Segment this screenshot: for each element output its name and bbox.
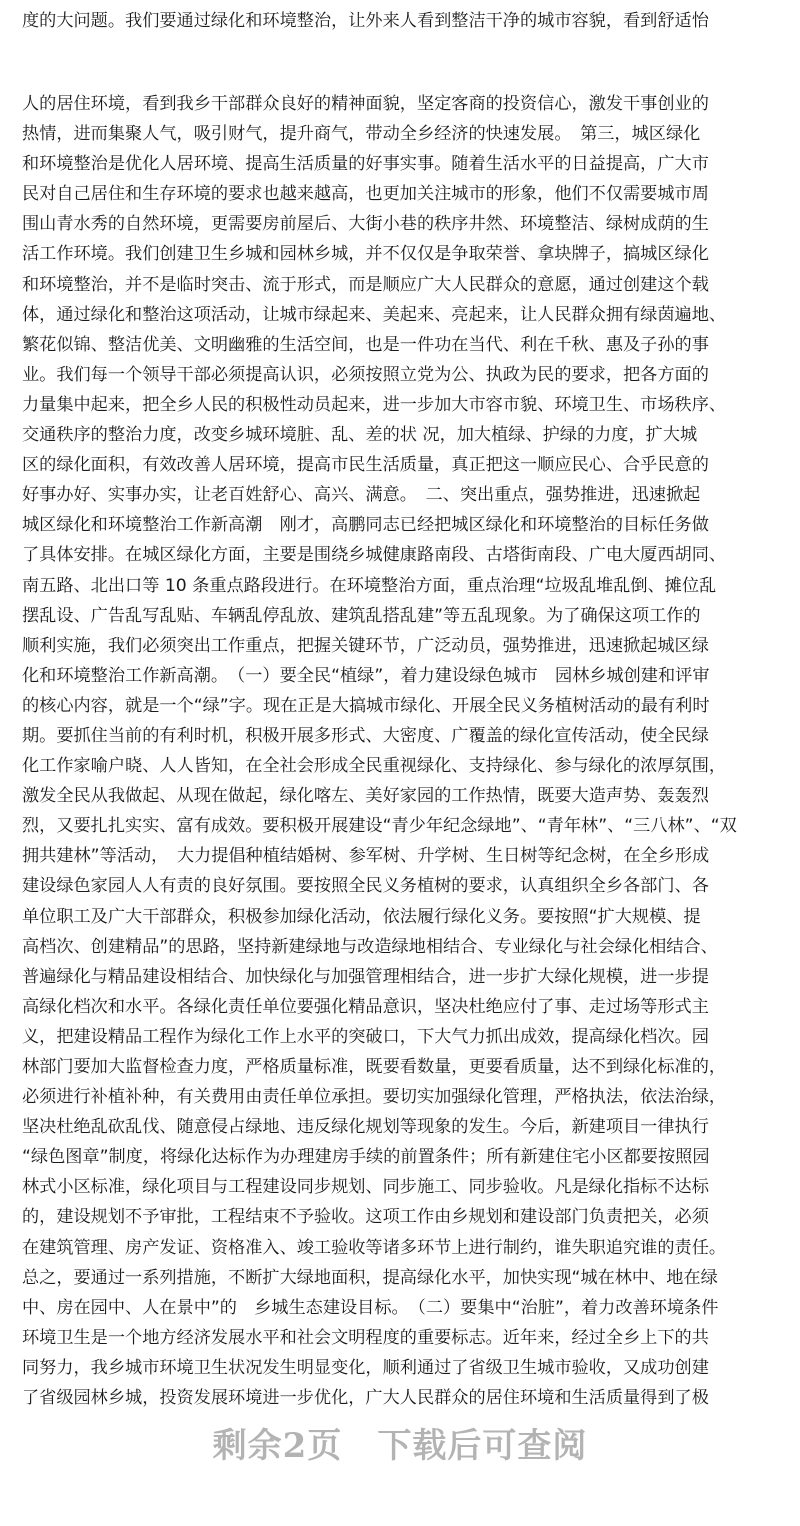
text-line: 在建筑管理、房产发证、资格准入、竣工验收等诸多环节上进行制约，谁失职追究谁的责任。 (22, 1237, 727, 1258)
text-line: 南五路、北出口等 10 条重点路段进行。在环境整治方面，重点治理“垃圾乱堆乱倒、摊位乱 (22, 575, 717, 596)
text-line: 围山青水秀的自然环境，更需要房前屋后、大街小巷的秩序井然、环境整洁、绿树成荫的生 (22, 214, 709, 235)
text-line: 单位职工及广大干部群众，积极参加绿化活动，依法履行绿化义务。要按照“扩大规模、提 (22, 906, 701, 927)
text-line: 城区绿化和环境整治工作新高潮 刚才，高鹏同志已经把城区绿化和环境整治的目标任务做 (22, 515, 709, 536)
text-line: 必须进行补植补种，有关费用由责任单位承担。要切实加强绿化管理，严格执法，依法治绿， (22, 1087, 727, 1108)
text-line: 总之，要通过一系列措施，不断扩大绿地面积，提高绿化水平，加快实现“城在林中、地在绿 (22, 1267, 718, 1288)
text-line: 民对自己居住和生存环境的要求也越来越高，也更加关注城市的形象，他们不仅需要城市周 (22, 184, 709, 205)
text-line: 环境卫生是一个地方经济发展水平和社会文明程度的重要标志。近年来，经过全乡上下的共 (22, 1327, 709, 1348)
text-line: 和环境整治是优化人居环境、提高生活质量的好事实事。随着生活水平的日益提高，广大市 (22, 154, 709, 175)
text-line: 激发全民从我做起、从现在做起，绿化喀左、美好家园的工作热情，既要大造声势、轰轰烈 (22, 786, 709, 807)
text-line: 林式小区标准，绿化项目与工程建设同步规划、同步施工、同步验收。凡是绿化指标不达标 (22, 1177, 709, 1198)
text-line: 的核心内容，就是一个“绿”字。现在正是大搞城市绿化、开展全民义务植树活动的最有利时 (22, 695, 710, 716)
text-line: 义，把建设精品工程作为绿化工作上水平的突破口，下大气力抓出成效，提高绿化档次。园 (22, 1026, 709, 1047)
text-line: 期。要抓住当前的有利时机，积极开展多形式、大密度、广覆盖的绿化宣传活动，使全民绿 (22, 725, 709, 746)
text-line: 和环境整治，并不是临时突击、流于形式，而是顺应广大人民群众的意愿，通过创建这个载 (22, 274, 709, 295)
document-top-text (0, 0, 800, 70)
text-line: 摆乱设、广告乱写乱贴、车辆乱停乱放、建筑乱搭乱建”等五乱现象。为了确保这项工作的 (22, 605, 701, 626)
text-line: 高绿化档次和水平。各绿化责任单位要强化精品意识，坚决杜绝应付了事、走过场等形式主 (22, 996, 709, 1017)
text-line: 坚决杜绝乱砍乱伐、随意侵占绿地、违反绿化规划等现象的发生。今后，新建项目一律执行 (22, 1117, 709, 1138)
text-line: 普遍绿化与精品建设相结合、加快绿化与加强管理相结合，进一步扩大绿化规模，进一步提 (22, 966, 709, 987)
text-line: 化和环境整治工作新高潮。 （一）要全民“植绿”，着力建设绿色城市 园林乡城创建和评审 (22, 665, 710, 686)
text-line: 化工作家喻户晓、人人皆知，在全社会形成全民重视绿化、支持绿化、参与绿化的浓厚氛围， (22, 756, 727, 777)
text-line: 力量集中起来，把全乡人民的积极性动员起来，进一步加大市容市貌、环境卫生、市场秩序、 (22, 394, 727, 415)
text-line: 了具体安排。在城区绿化方面，主要是围绕乡城健康路南段、古塔街南段、广电大厦西胡同、 (22, 545, 727, 566)
text-line: 交通秩序的整治力度，改变乡城环境脏、乱、差的状 况，加大植绿、护绿的力度，扩大城 (22, 425, 698, 446)
text-line: 拥共建林”等活动， 大力提倡种植结婚树、参军树、升学树、生日树等纪念树，在全乡形成 (22, 846, 710, 867)
remaining-pages-banner[interactable] (0, 1418, 800, 1478)
text-line: 高档次、创建精品”的思路，坚持新建绿地与改造绿地相结合、专业绿化与社会绿化相结合、 (22, 936, 718, 957)
document-body-text (0, 89, 800, 1409)
text-line: 烈，又要扎扎实实、富有成效。要积极开展建设“青少年纪念绿地”、“青年林”、“三八林”、“双 (22, 816, 737, 837)
text-line: 热情，进而集聚人气，吸引财气，提升商气，带动全乡经济的快速发展。 第三，城区绿化 (22, 124, 701, 145)
text-line: 人的居住环境，看到我乡干部群众良好的精神面貌，坚定客商的投资信心，激发干事创业的 (22, 94, 709, 114)
text-line: 体，通过绿化和整治这项活动，让城市绿起来、美起来、亮起来，让人民群众拥有绿茵遍地、 (22, 304, 727, 325)
remaining-pages-label[interactable]: 剩余2页 下载后可查阅 (212, 1426, 588, 1466)
text-line: 好事办好、实事办实，让老百姓舒心、高兴、满意。 二、突出重点，强势推进，迅速掀起 (22, 485, 701, 506)
text-line: 了省级园林乡城，投资发展环境进一步优化，广大人民群众的居住环境和生活质量得到了极 (22, 1388, 709, 1409)
text-line: 同努力，我乡城市环境卫生状况发生明显变化，顺利通过了省级卫生城市验收，又成功创建 (22, 1357, 709, 1378)
text-line: 活工作环境。我们创建卫生乡城和园林乡城，并不仅仅是争取荣誉、拿块牌子，搞城区绿化 (22, 244, 709, 265)
text-line: 度的大问题。我们要通过绿化和环境整治，让外来人看到整洁干净的城市容貌，看到舒适怡 (22, 11, 709, 32)
text-line: 顺利实施，我们必须突出工作重点，把握关键环节，广泛动员，强势推进，迅速掀起城区绿 (22, 635, 709, 656)
text-line: 业。我们每一个领导干部必须提高认识，必须按照立党为公、执政为民的要求，把各方面的 (22, 364, 709, 385)
text-line: 林部门要加大监督检查力度，严格质量标准，既要看数量，更要看质量，达不到绿化标准的， (22, 1057, 727, 1077)
text-line: 的，建设规划不予审批，工程结束不予验收。这项工作由乡规划和建设部门负责把关，必须 (22, 1207, 709, 1228)
text-line: “绿色图章”制度，将绿化达标作为办理建房手续的前置条件；所有新建住宅小区都要按照园 (22, 1147, 710, 1168)
text-line: 繁花似锦、整洁优美、文明幽雅的生活空间，也是一件功在当代、利在千秋、惠及子孙的事 (22, 334, 709, 355)
text-line: 区的绿化面积，有效改善人居环境，提高市民生活质量，真正把这一顺应民心、合乎民意的 (22, 455, 709, 476)
text-line: 中、房在园中、人在景中”的 乡城生态建设目标。 （二）要集中“治脏”，着力改善环境条件 (22, 1297, 719, 1318)
text-line: 建设绿色家园人人有责的良好氛围。要按照全民义务植树的要求，认真组织全乡各部门、各 (22, 876, 709, 897)
